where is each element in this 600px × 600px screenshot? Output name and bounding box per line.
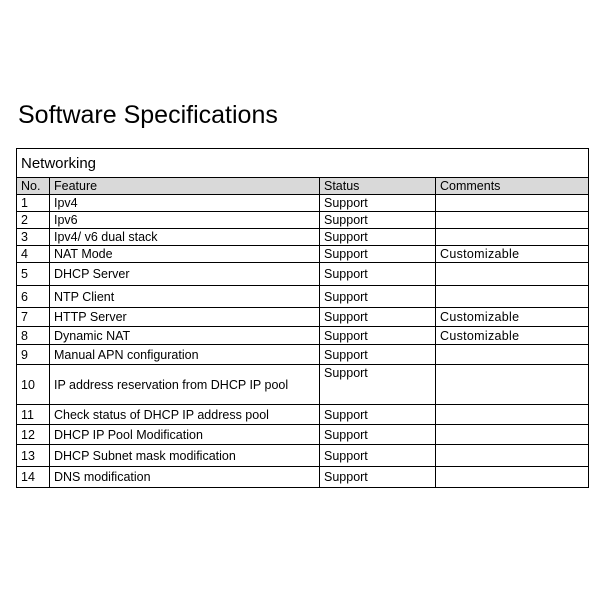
table-row: [17, 405, 589, 425]
row-comments: [436, 365, 589, 405]
row-status: Support: [320, 212, 436, 229]
networking-spec-table: [16, 148, 589, 488]
row-number: 8: [17, 327, 50, 345]
table-row: [17, 425, 589, 445]
row-feature: NAT Mode: [50, 246, 320, 263]
row-number: 12: [17, 425, 50, 445]
section-row: [17, 149, 589, 178]
section-title: Networking: [17, 149, 589, 178]
row-status: Support: [320, 246, 436, 263]
row-number: 7: [17, 308, 50, 327]
row-number: 2: [17, 212, 50, 229]
row-feature: DHCP Subnet mask modification: [50, 445, 320, 467]
row-comments: Customizable: [436, 246, 589, 263]
row-status: Support: [320, 365, 436, 405]
table-row: [17, 246, 589, 263]
row-status: Support: [320, 327, 436, 345]
column-header-no: No.: [17, 178, 50, 195]
row-number: 11: [17, 405, 50, 425]
column-header-feature: Feature: [50, 178, 320, 195]
row-comments: [436, 345, 589, 365]
table-row: [17, 365, 589, 405]
row-comments: [436, 445, 589, 467]
row-feature: DHCP Server: [50, 263, 320, 286]
row-status: Support: [320, 229, 436, 246]
row-comments: [436, 212, 589, 229]
column-header-status: Status: [320, 178, 436, 195]
row-comments: [436, 195, 589, 212]
table-row: [17, 195, 589, 212]
table-row: [17, 263, 589, 286]
row-comments: [436, 467, 589, 488]
row-number: 13: [17, 445, 50, 467]
row-status: Support: [320, 425, 436, 445]
row-comments: [436, 405, 589, 425]
row-number: 10: [17, 365, 50, 405]
table-row: [17, 467, 589, 488]
row-feature: Ipv4/ v6 dual stack: [50, 229, 320, 246]
row-status: Support: [320, 263, 436, 286]
table-row: [17, 308, 589, 327]
row-comments: Customizable: [436, 308, 589, 327]
row-number: 6: [17, 286, 50, 308]
row-feature: DNS modification: [50, 467, 320, 488]
row-feature: DHCP IP Pool Modification: [50, 425, 320, 445]
table-row: [17, 445, 589, 467]
row-feature: HTTP Server: [50, 308, 320, 327]
row-number: 9: [17, 345, 50, 365]
row-status: Support: [320, 405, 436, 425]
table-row: [17, 229, 589, 246]
row-feature: NTP Client: [50, 286, 320, 308]
row-status: Support: [320, 445, 436, 467]
row-feature: Ipv6: [50, 212, 320, 229]
header-row: [17, 178, 589, 195]
column-header-comments: Comments: [436, 178, 589, 195]
table-row: [17, 286, 589, 308]
row-feature: IP address reservation from DHCP IP pool: [50, 365, 320, 405]
row-status: Support: [320, 467, 436, 488]
row-comments: Customizable: [436, 327, 589, 345]
row-status: Support: [320, 195, 436, 212]
row-status: Support: [320, 308, 436, 327]
row-status: Support: [320, 345, 436, 365]
row-feature: Ipv4: [50, 195, 320, 212]
row-comments: [436, 229, 589, 246]
row-number: 1: [17, 195, 50, 212]
table-row: [17, 327, 589, 345]
row-number: 5: [17, 263, 50, 286]
row-number: 4: [17, 246, 50, 263]
row-comments: [436, 425, 589, 445]
row-comments: [436, 286, 589, 308]
row-comments: [436, 263, 589, 286]
row-number: 3: [17, 229, 50, 246]
row-feature: Check status of DHCP IP address pool: [50, 405, 320, 425]
page-title: Software Specifications: [18, 101, 278, 129]
table-row: [17, 212, 589, 229]
row-feature: Manual APN configuration: [50, 345, 320, 365]
table-row: [17, 345, 589, 365]
row-feature: Dynamic NAT: [50, 327, 320, 345]
row-status: Support: [320, 286, 436, 308]
row-number: 14: [17, 467, 50, 488]
